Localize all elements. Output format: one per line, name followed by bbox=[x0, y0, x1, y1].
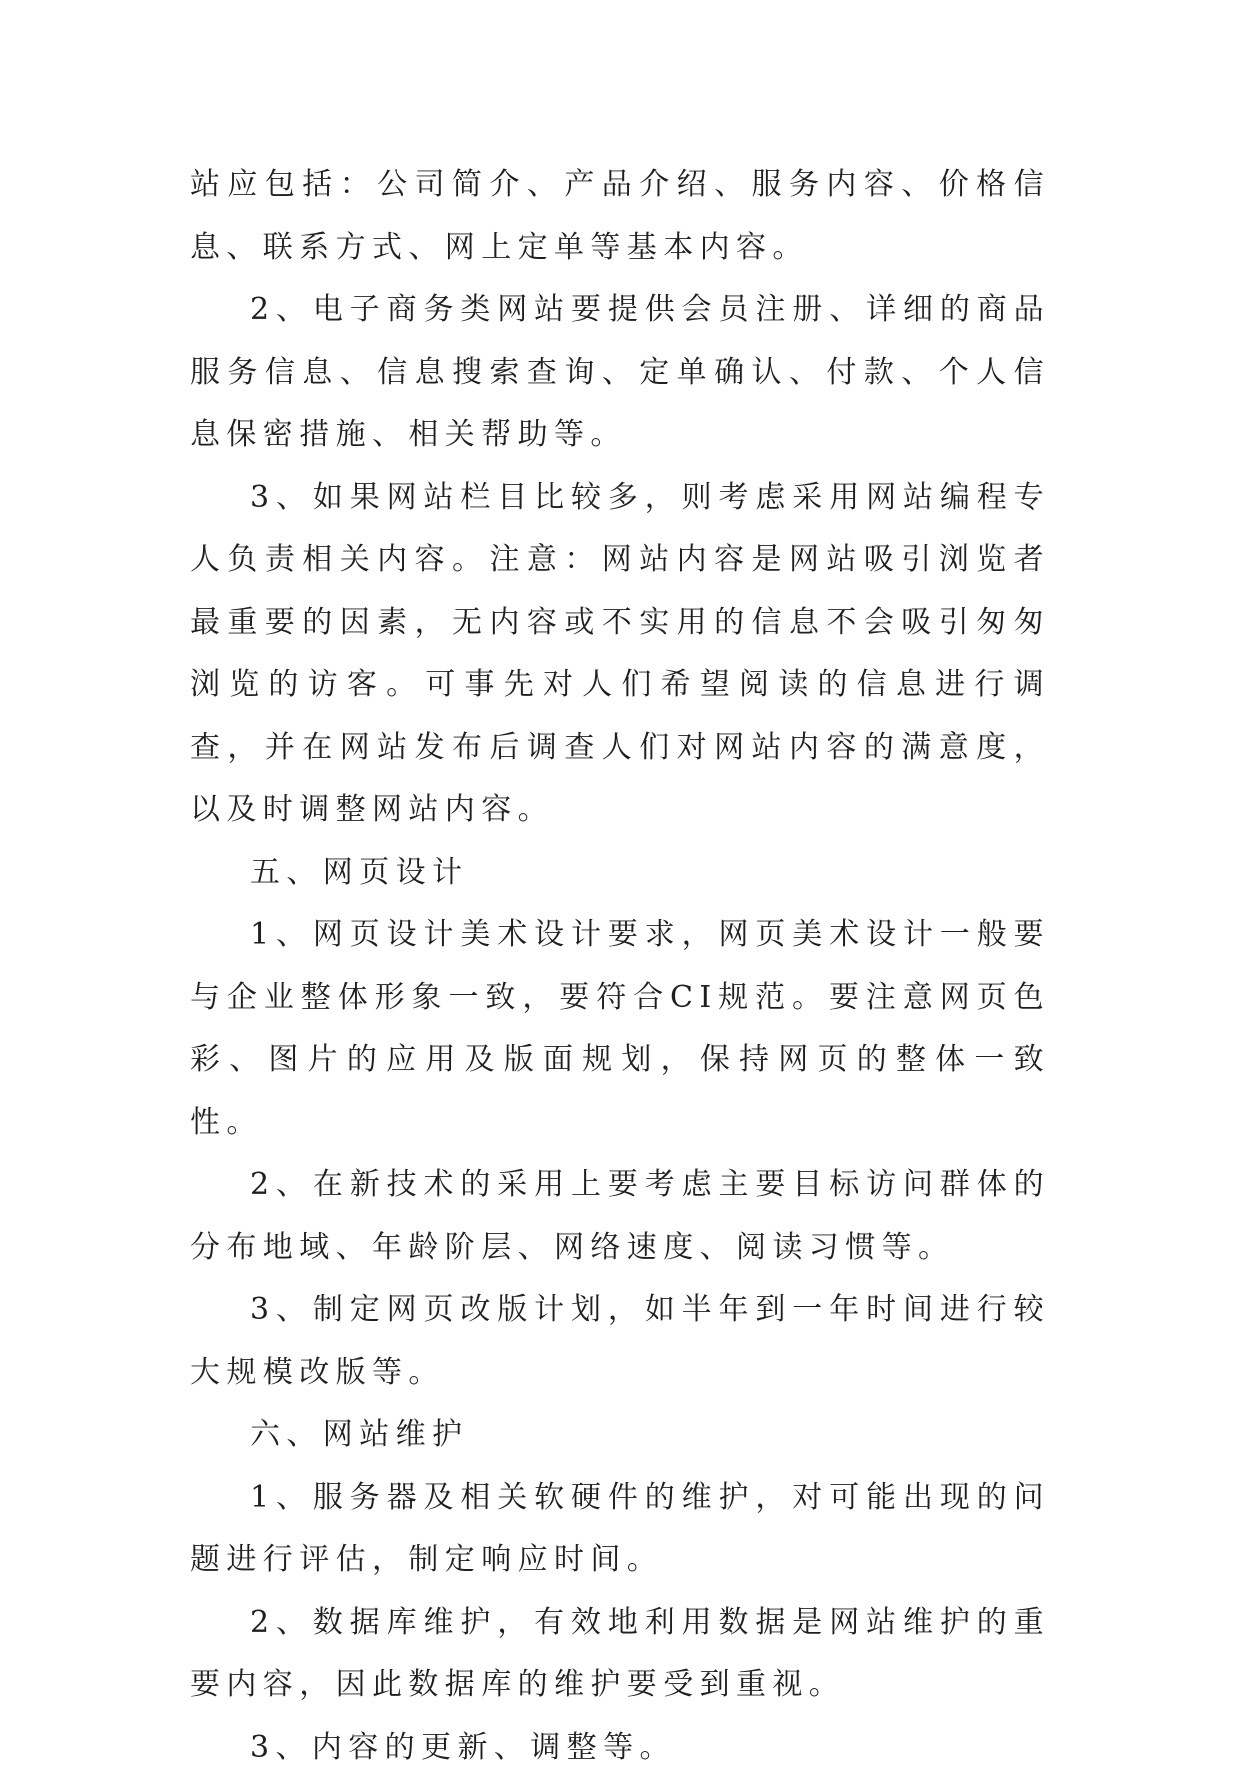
paragraph-database-maintenance: 2、数据库维护，有效地利用数据是网站维护的重要内容，因此数据库的维护要受到重视。 bbox=[190, 1592, 1050, 1717]
paragraph-continuation: 站应包括：公司简介、产品介绍、服务内容、价格信息、联系方式、网上定单等基本内容。 bbox=[190, 154, 1050, 279]
paragraph-content-update: 3、内容的更新、调整等。 bbox=[190, 1717, 1050, 1779]
paragraph-server-maintenance: 1、服务器及相关软硬件的维护，对可能出现的问题进行评估，制定响应时间。 bbox=[190, 1467, 1050, 1592]
paragraph-content-note: 3、如果网站栏目比较多，则考虑采用网站编程专人负责相关内容。注意：网站内容是网站吸引浏览者最重要的因素，无内容或不实用的信息不会吸引匆匆浏览的访客。可事先对人们希望阅读的信息进行调查，并在网站发布后调查人们对网站内容的满意度，以及时调整网站内容。 bbox=[190, 467, 1050, 842]
section-heading-web-design: 五、网页设计 bbox=[190, 842, 1050, 905]
paragraph-revision-plan: 3、制定网页改版计划，如半年到一年时间进行较大规模改版等。 bbox=[190, 1279, 1050, 1404]
paragraph-new-tech: 2、在新技术的采用上要考虑主要目标访问群体的分布地域、年龄阶层、网络速度、阅读习惯等。 bbox=[190, 1154, 1050, 1279]
paragraph-art-design: 1、网页设计美术设计要求，网页美术设计一般要与企业整体形象一致，要符合CI规范。要注意网页色彩、图片的应用及版面规划，保持网页的整体一致性。 bbox=[190, 904, 1050, 1154]
paragraph-ecommerce: 2、电子商务类网站要提供会员注册、详细的商品服务信息、信息搜索查询、定单确认、付款、个人信息保密措施、相关帮助等。 bbox=[190, 279, 1050, 467]
document-body bbox=[190, 154, 1050, 1779]
section-heading-maintenance: 六、网站维护 bbox=[190, 1404, 1050, 1467]
